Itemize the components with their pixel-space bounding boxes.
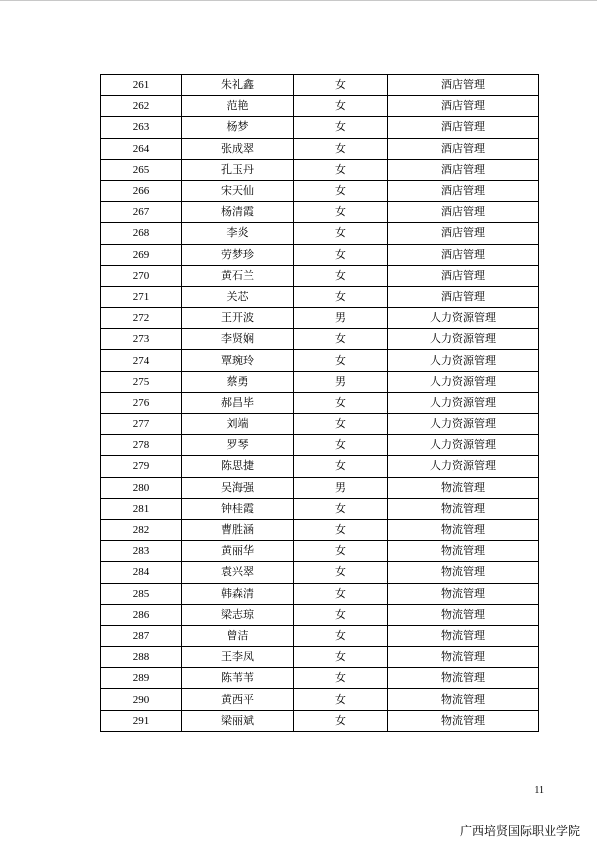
row-number-cell: 274	[101, 350, 182, 371]
table-row	[101, 668, 539, 689]
gender-cell: 男	[294, 308, 388, 329]
gender-cell: 女	[294, 96, 388, 117]
table-row	[101, 435, 539, 456]
table-row	[101, 308, 539, 329]
table-row	[101, 625, 539, 646]
table-row	[101, 223, 539, 244]
gender-cell: 女	[294, 180, 388, 201]
student-name-cell: 黄丽华	[182, 541, 294, 562]
major-cell: 酒店管理	[388, 265, 539, 286]
table-row	[101, 244, 539, 265]
student-name-cell: 朱礼鑫	[182, 75, 294, 96]
row-number-cell: 263	[101, 117, 182, 138]
major-cell: 酒店管理	[388, 202, 539, 223]
roster-body	[101, 75, 539, 732]
row-number-cell: 285	[101, 583, 182, 604]
major-cell: 物流管理	[388, 477, 539, 498]
row-number-cell: 282	[101, 519, 182, 540]
student-name-cell: 郝昌毕	[182, 392, 294, 413]
major-cell: 物流管理	[388, 710, 539, 731]
gender-cell: 女	[294, 435, 388, 456]
student-name-cell: 劳梦珍	[182, 244, 294, 265]
major-cell: 人力资源管理	[388, 308, 539, 329]
row-number-cell: 290	[101, 689, 182, 710]
row-number-cell: 272	[101, 308, 182, 329]
student-name-cell: 梁丽斌	[182, 710, 294, 731]
gender-cell: 女	[294, 414, 388, 435]
student-name-cell: 杨清霞	[182, 202, 294, 223]
table-row	[101, 498, 539, 519]
page-top-edge	[0, 0, 597, 1]
row-number-cell: 270	[101, 265, 182, 286]
table-row	[101, 117, 539, 138]
gender-cell: 女	[294, 138, 388, 159]
table-row	[101, 371, 539, 392]
student-name-cell: 关芯	[182, 286, 294, 307]
row-number-cell: 281	[101, 498, 182, 519]
gender-cell: 女	[294, 350, 388, 371]
gender-cell: 女	[294, 562, 388, 583]
table-row	[101, 541, 539, 562]
table-row	[101, 286, 539, 307]
table-row	[101, 159, 539, 180]
gender-cell: 女	[294, 202, 388, 223]
student-name-cell: 李炎	[182, 223, 294, 244]
row-number-cell: 275	[101, 371, 182, 392]
table-row	[101, 689, 539, 710]
student-name-cell: 梁志琼	[182, 604, 294, 625]
gender-cell: 女	[294, 519, 388, 540]
table-row	[101, 329, 539, 350]
row-number-cell: 286	[101, 604, 182, 625]
major-cell: 酒店管理	[388, 223, 539, 244]
student-name-cell: 覃琬玲	[182, 350, 294, 371]
major-cell: 物流管理	[388, 625, 539, 646]
student-name-cell: 吴海强	[182, 477, 294, 498]
footer-institution-name: 广西培贤国际职业学院	[459, 824, 580, 838]
major-cell: 人力资源管理	[388, 329, 539, 350]
student-name-cell: 蔡勇	[182, 371, 294, 392]
student-name-cell: 钟桂霞	[182, 498, 294, 519]
row-number-cell: 289	[101, 668, 182, 689]
major-cell: 人力资源管理	[388, 392, 539, 413]
table-row	[101, 75, 539, 96]
major-cell: 人力资源管理	[388, 435, 539, 456]
student-name-cell: 曾洁	[182, 625, 294, 646]
row-number-cell: 262	[101, 96, 182, 117]
student-name-cell: 黄石兰	[182, 265, 294, 286]
page-number: 11	[534, 785, 544, 796]
major-cell: 人力资源管理	[388, 350, 539, 371]
gender-cell: 女	[294, 647, 388, 668]
gender-cell: 女	[294, 689, 388, 710]
table-row	[101, 562, 539, 583]
major-cell: 人力资源管理	[388, 456, 539, 477]
major-cell: 酒店管理	[388, 244, 539, 265]
major-cell: 酒店管理	[388, 138, 539, 159]
gender-cell: 女	[294, 159, 388, 180]
student-name-cell: 李贤娴	[182, 329, 294, 350]
table-row	[101, 604, 539, 625]
table-row	[101, 138, 539, 159]
row-number-cell: 267	[101, 202, 182, 223]
major-cell: 物流管理	[388, 647, 539, 668]
student-name-cell: 黄西平	[182, 689, 294, 710]
table-row	[101, 477, 539, 498]
student-name-cell: 宋天仙	[182, 180, 294, 201]
major-cell: 物流管理	[388, 668, 539, 689]
row-number-cell: 269	[101, 244, 182, 265]
major-cell: 人力资源管理	[388, 371, 539, 392]
major-cell: 酒店管理	[388, 96, 539, 117]
major-cell: 酒店管理	[388, 286, 539, 307]
row-number-cell: 271	[101, 286, 182, 307]
row-number-cell: 276	[101, 392, 182, 413]
gender-cell: 男	[294, 477, 388, 498]
gender-cell: 女	[294, 329, 388, 350]
row-number-cell: 261	[101, 75, 182, 96]
table-row	[101, 265, 539, 286]
gender-cell: 女	[294, 392, 388, 413]
row-number-cell: 265	[101, 159, 182, 180]
student-name-cell: 韩森清	[182, 583, 294, 604]
student-name-cell: 王开波	[182, 308, 294, 329]
student-name-cell: 罗琴	[182, 435, 294, 456]
student-name-cell: 曹胜涵	[182, 519, 294, 540]
student-name-cell: 孔玉丹	[182, 159, 294, 180]
gender-cell: 女	[294, 498, 388, 519]
row-number-cell: 266	[101, 180, 182, 201]
table-row	[101, 202, 539, 223]
gender-cell: 男	[294, 371, 388, 392]
gender-cell: 女	[294, 625, 388, 646]
table-row	[101, 414, 539, 435]
row-number-cell: 287	[101, 625, 182, 646]
major-cell: 物流管理	[388, 541, 539, 562]
major-cell: 酒店管理	[388, 75, 539, 96]
row-number-cell: 273	[101, 329, 182, 350]
row-number-cell: 279	[101, 456, 182, 477]
major-cell: 物流管理	[388, 498, 539, 519]
gender-cell: 女	[294, 583, 388, 604]
student-name-cell: 袁兴翠	[182, 562, 294, 583]
major-cell: 人力资源管理	[388, 414, 539, 435]
gender-cell: 女	[294, 456, 388, 477]
table-row	[101, 519, 539, 540]
table-row	[101, 180, 539, 201]
row-number-cell: 268	[101, 223, 182, 244]
student-name-cell: 刘端	[182, 414, 294, 435]
row-number-cell: 277	[101, 414, 182, 435]
student-name-cell: 王李凤	[182, 647, 294, 668]
row-number-cell: 278	[101, 435, 182, 456]
student-roster-table	[100, 74, 539, 732]
student-name-cell: 杨梦	[182, 117, 294, 138]
student-name-cell: 陈苇苇	[182, 668, 294, 689]
table-row	[101, 96, 539, 117]
student-name-cell: 范艳	[182, 96, 294, 117]
gender-cell: 女	[294, 244, 388, 265]
gender-cell: 女	[294, 223, 388, 244]
row-number-cell: 264	[101, 138, 182, 159]
table-row	[101, 710, 539, 731]
gender-cell: 女	[294, 286, 388, 307]
major-cell: 物流管理	[388, 562, 539, 583]
gender-cell: 女	[294, 710, 388, 731]
table-row	[101, 392, 539, 413]
table-row	[101, 647, 539, 668]
major-cell: 酒店管理	[388, 159, 539, 180]
major-cell: 物流管理	[388, 583, 539, 604]
table-row	[101, 456, 539, 477]
major-cell: 物流管理	[388, 604, 539, 625]
gender-cell: 女	[294, 668, 388, 689]
major-cell: 酒店管理	[388, 117, 539, 138]
gender-cell: 女	[294, 265, 388, 286]
row-number-cell: 288	[101, 647, 182, 668]
row-number-cell: 284	[101, 562, 182, 583]
table-row	[101, 583, 539, 604]
student-name-cell: 陈思捷	[182, 456, 294, 477]
gender-cell: 女	[294, 75, 388, 96]
table-row	[101, 350, 539, 371]
gender-cell: 女	[294, 117, 388, 138]
row-number-cell: 280	[101, 477, 182, 498]
major-cell: 酒店管理	[388, 180, 539, 201]
gender-cell: 女	[294, 541, 388, 562]
gender-cell: 女	[294, 604, 388, 625]
row-number-cell: 291	[101, 710, 182, 731]
row-number-cell: 283	[101, 541, 182, 562]
student-name-cell: 张成翠	[182, 138, 294, 159]
major-cell: 物流管理	[388, 689, 539, 710]
major-cell: 物流管理	[388, 519, 539, 540]
